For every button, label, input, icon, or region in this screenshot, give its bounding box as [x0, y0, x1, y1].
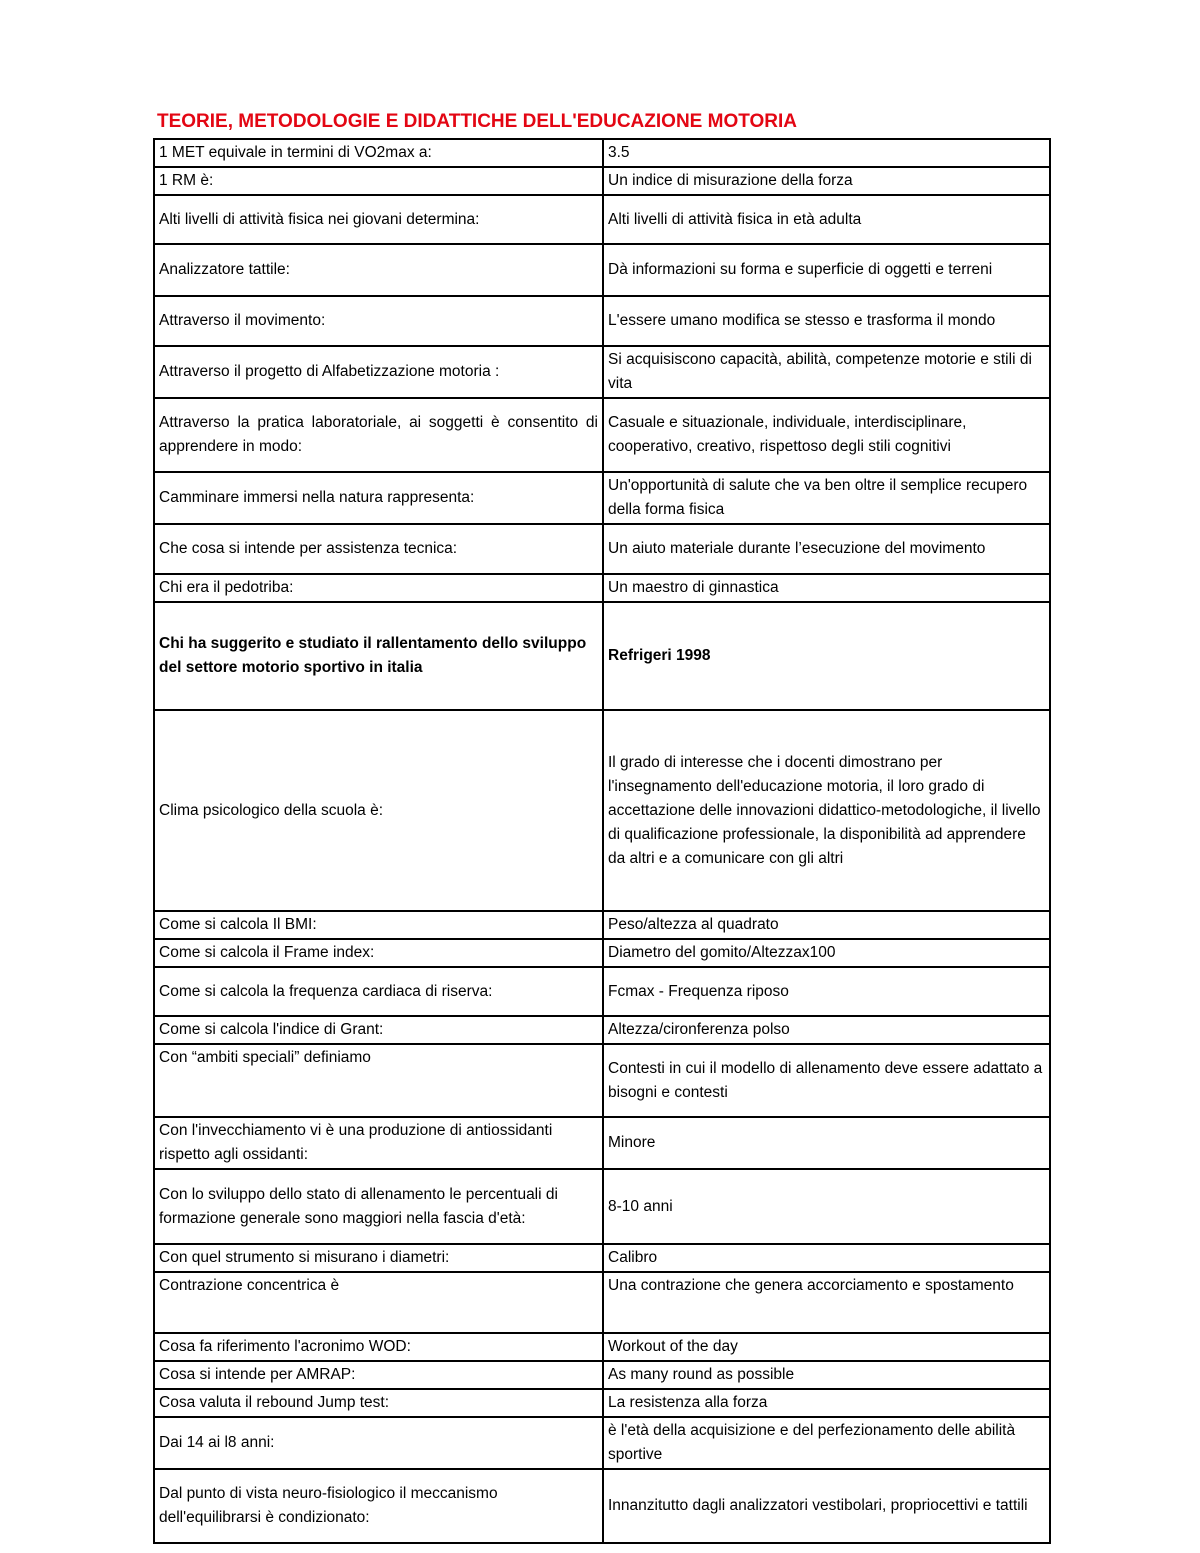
answer-cell: è l'età della acquisizione e del perfezionamento delle abilità sportive — [603, 1417, 1050, 1469]
question-cell: Chi ha suggerito e studiato il rallentamento dello sviluppo del settore motorio sportivo in italia — [154, 602, 603, 710]
table-row — [154, 296, 1050, 346]
question-cell: Clima psicologico della scuola è: — [154, 710, 603, 911]
answer-cell: 3.5 — [603, 139, 1050, 167]
table-row — [154, 574, 1050, 602]
table-row — [154, 1272, 1050, 1333]
answer-cell: Peso/altezza al quadrato — [603, 911, 1050, 939]
answer-cell: Dà informazioni su forma e superficie di oggetti e terreni — [603, 244, 1050, 296]
answer-cell: Si acquisiscono capacità, abilità, competenze motorie e stili di vita — [603, 346, 1050, 398]
question-cell: Dai 14 ai l8 anni: — [154, 1417, 603, 1469]
table-row — [154, 1016, 1050, 1044]
table-row — [154, 1361, 1050, 1389]
answer-cell: Innanzitutto dagli analizzatori vestibolari, propriocettivi e tattili — [603, 1469, 1050, 1543]
table-row — [154, 398, 1050, 472]
answer-cell: Fcmax - Frequenza riposo — [603, 967, 1050, 1016]
answer-cell: Un indice di misurazione della forza — [603, 167, 1050, 195]
table-row — [154, 1244, 1050, 1272]
answer-cell: Minore — [603, 1117, 1050, 1169]
table-row — [154, 195, 1050, 244]
question-cell: Attraverso la pratica laboratoriale, ai soggetti è consentito di apprendere in modo: — [154, 398, 603, 472]
answer-cell: Refrigeri 1998 — [603, 602, 1050, 710]
question-cell: Che cosa si intende per assistenza tecnica: — [154, 524, 603, 574]
question-cell: Dal punto di vista neuro-fisiologico il meccanismo dell'equilibrarsi è condizionato: — [154, 1469, 603, 1543]
question-cell: Con lo sviluppo dello stato di allenamento le percentuali di formazione generale sono maggiori nella fascia d'età: — [154, 1169, 603, 1244]
question-cell: 1 RM è: — [154, 167, 603, 195]
question-cell: Come si calcola il Frame index: — [154, 939, 603, 967]
qa-table — [153, 138, 1051, 1544]
table-row — [154, 139, 1050, 167]
answer-cell: As many round as possible — [603, 1361, 1050, 1389]
question-cell: Cosa si intende per AMRAP: — [154, 1361, 603, 1389]
question-cell: Chi era il pedotriba: — [154, 574, 603, 602]
answer-cell: L'essere umano modifica se stesso e trasforma il mondo — [603, 296, 1050, 346]
table-row — [154, 1333, 1050, 1361]
answer-cell: Diametro del gomito/Altezzax100 — [603, 939, 1050, 967]
answer-cell: Altezza/cironferenza polso — [603, 1016, 1050, 1044]
question-cell: Cosa valuta il rebound Jump test: — [154, 1389, 603, 1417]
question-cell: Attraverso il progetto di Alfabetizzazione motoria : — [154, 346, 603, 398]
question-cell: Analizzatore tattile: — [154, 244, 603, 296]
question-cell: Come si calcola l'indice di Grant: — [154, 1016, 603, 1044]
table-row — [154, 244, 1050, 296]
table-row — [154, 967, 1050, 1016]
answer-cell: Un aiuto materiale durante l’esecuzione del movimento — [603, 524, 1050, 574]
question-cell: Contrazione concentrica è — [154, 1272, 603, 1333]
table-row — [154, 1169, 1050, 1244]
answer-cell: Contesti in cui il modello di allenamento deve essere adattato a bisogni e contesti — [603, 1044, 1050, 1117]
table-row — [154, 602, 1050, 710]
table-row — [154, 524, 1050, 574]
table-row — [154, 472, 1050, 524]
answer-cell: 8-10 anni — [603, 1169, 1050, 1244]
question-cell: Con “ambiti speciali” definiamo — [154, 1044, 603, 1117]
question-cell: Come si calcola la frequenza cardiaca di riserva: — [154, 967, 603, 1016]
table-row — [154, 1417, 1050, 1469]
answer-cell: Workout of the day — [603, 1333, 1050, 1361]
table-row — [154, 1044, 1050, 1117]
table-row — [154, 1389, 1050, 1417]
answer-cell: La resistenza alla forza — [603, 1389, 1050, 1417]
table-row — [154, 710, 1050, 911]
question-cell: Attraverso il movimento: — [154, 296, 603, 346]
table-row — [154, 167, 1050, 195]
question-cell: Alti livelli di attività fisica nei giovani determina: — [154, 195, 603, 244]
question-cell: Camminare immersi nella natura rappresenta: — [154, 472, 603, 524]
table-row — [154, 911, 1050, 939]
document-title: TEORIE, METODOLOGIE E DIDATTICHE DELL'EDUCAZIONE MOTORIA — [157, 111, 797, 132]
question-cell: Con l'invecchiamento vi è una produzione di antiossidanti rispetto agli ossidanti: — [154, 1117, 603, 1169]
answer-cell: Alti livelli di attività fisica in età adulta — [603, 195, 1050, 244]
question-cell: Come si calcola Il BMI: — [154, 911, 603, 939]
answer-cell: Calibro — [603, 1244, 1050, 1272]
question-cell: Con quel strumento si misurano i diametri: — [154, 1244, 603, 1272]
answer-cell: Un maestro di ginnastica — [603, 574, 1050, 602]
question-cell: 1 MET equivale in termini di VO2max a: — [154, 139, 603, 167]
table-row — [154, 1469, 1050, 1543]
table-row — [154, 1117, 1050, 1169]
answer-cell: Una contrazione che genera accorciamento e spostamento — [603, 1272, 1050, 1333]
answer-cell: Un'opportunità di salute che va ben oltre il semplice recupero della forma fisica — [603, 472, 1050, 524]
answer-cell: Casuale e situazionale, individuale, interdisciplinare, cooperativo, creativo, rispettoso degli stili cognitivi — [603, 398, 1050, 472]
table-row — [154, 346, 1050, 398]
table-row — [154, 939, 1050, 967]
question-cell: Cosa fa riferimento l'acronimo WOD: — [154, 1333, 603, 1361]
answer-cell: Il grado di interesse che i docenti dimostrano per l'insegnamento dell'educazione motoria, il loro grado di accettazione delle innovazioni didattico-metodologiche, il livello di qualificazione professionale, la disponibilità ad apprendere da altri e a comunicare con gli altri — [603, 710, 1050, 911]
